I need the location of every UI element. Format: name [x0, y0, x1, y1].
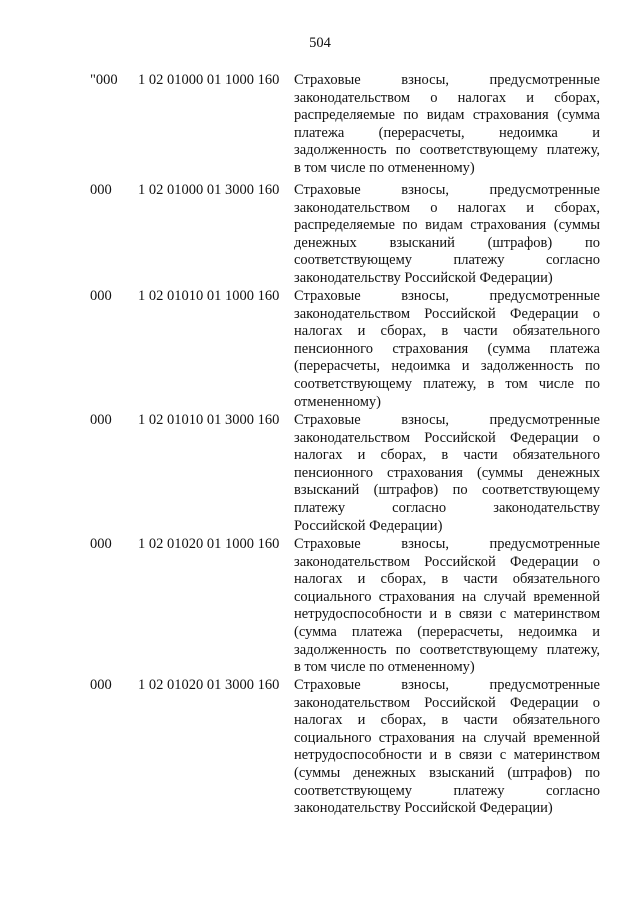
page-number: 504: [309, 35, 331, 51]
description-line: Российской Федерации): [294, 517, 443, 534]
description-line: законодательством о налогах и сборах,: [294, 199, 600, 216]
description-line: нетрудоспособности и в связи с материнством: [294, 747, 600, 764]
description-line: платежу согласно законодательству: [294, 499, 600, 516]
description-line: задолженность по соответствующему платежу,: [294, 142, 600, 159]
description-line: законодательством о налогах и сборах,: [294, 89, 600, 106]
description-line: социального страхования на случай временной: [294, 588, 600, 605]
description-line: соответствующему платежу согласно: [294, 252, 600, 269]
description-line: (суммы денежных взысканий (штрафов) по: [294, 764, 600, 781]
description-line: соответствующему платежу согласно: [294, 782, 600, 799]
description-line: нетрудоспособности и в связи с материнством: [294, 606, 600, 623]
description-line: Страховые взносы, предусмотренные: [294, 677, 600, 693]
kbk-code: 1 02 01020 01 3000 160: [138, 677, 280, 693]
description-line: пенсионного страхования (сумма платежа: [294, 340, 600, 357]
entry-description: [294, 288, 600, 411]
admin-code: 000: [90, 412, 112, 428]
description-line: законодательству Российской Федерации): [294, 800, 553, 817]
admin-code: 000: [90, 536, 112, 552]
description-line: налогах и сборах, в части обязательного: [294, 571, 600, 588]
description-line: Страховые взносы, предусмотренные: [294, 536, 600, 552]
kbk-code: 1 02 01000 01 1000 160: [138, 72, 280, 88]
description-line: законодательством Российской Федерации о: [294, 694, 600, 711]
table-row: [0, 72, 640, 182]
description-line: соответствующему платежу, в том числе по: [294, 375, 600, 392]
entry-description: [294, 412, 600, 535]
description-line: законодательству Российской Федерации): [294, 269, 553, 286]
description-line: платежа (перерасчеты, недоимка и: [294, 124, 600, 141]
description-line: законодательством Российской Федерации о: [294, 305, 600, 322]
description-line: социального страхования на случай временной: [294, 729, 600, 746]
table-row: [0, 677, 640, 818]
entry-description: [294, 72, 600, 178]
description-line: в том числе по отмененному): [294, 659, 475, 676]
admin-code: 000: [90, 182, 112, 198]
description-line: взысканий (штрафов) по соответствующему: [294, 482, 600, 499]
description-line: (перерасчеты, недоимка и задолженность по: [294, 358, 600, 375]
description-line: распределяемые по видам страхования (суммы: [294, 217, 600, 234]
admin-code: 000: [90, 288, 112, 304]
description-line: Страховые взносы, предусмотренные: [294, 72, 600, 88]
description-line: законодательством Российской Федерации о: [294, 553, 600, 570]
entry-description: [294, 182, 600, 288]
description-line: задолженность по соответствующему платежу,: [294, 641, 600, 658]
kbk-code: 1 02 01010 01 3000 160: [138, 412, 280, 428]
table-row: [0, 288, 640, 412]
description-line: налогах и сборах, в части обязательного: [294, 447, 600, 464]
description-line: денежных взысканий (штрафов) по: [294, 234, 600, 251]
description-line: налогах и сборах, в части обязательного: [294, 712, 600, 729]
entry-description: [294, 536, 600, 677]
kbk-code: 1 02 01020 01 1000 160: [138, 536, 280, 552]
entry-description: [294, 677, 600, 818]
table-row: [0, 536, 640, 677]
description-line: распределяемые по видам страхования (сумма: [294, 107, 600, 124]
kbk-code: 1 02 01010 01 1000 160: [138, 288, 280, 304]
description-line: отмененному): [294, 393, 381, 410]
table-row: [0, 182, 640, 288]
description-line: законодательством Российской Федерации о: [294, 429, 600, 446]
description-line: пенсионного страхования (суммы денежных: [294, 464, 600, 481]
admin-code: 000: [90, 677, 112, 693]
kbk-code: 1 02 01000 01 3000 160: [138, 182, 280, 198]
code-table: [0, 72, 640, 818]
description-line: Страховые взносы, предусмотренные: [294, 412, 600, 428]
admin-code: "000: [90, 72, 118, 88]
description-line: налогах и сборах, в части обязательного: [294, 323, 600, 340]
description-line: в том числе по отмененному): [294, 159, 475, 176]
description-line: Страховые взносы, предусмотренные: [294, 182, 600, 198]
description-line: (сумма платежа (перерасчеты, недоимка и: [294, 623, 600, 640]
description-line: Страховые взносы, предусмотренные: [294, 288, 600, 304]
table-row: [0, 412, 640, 536]
